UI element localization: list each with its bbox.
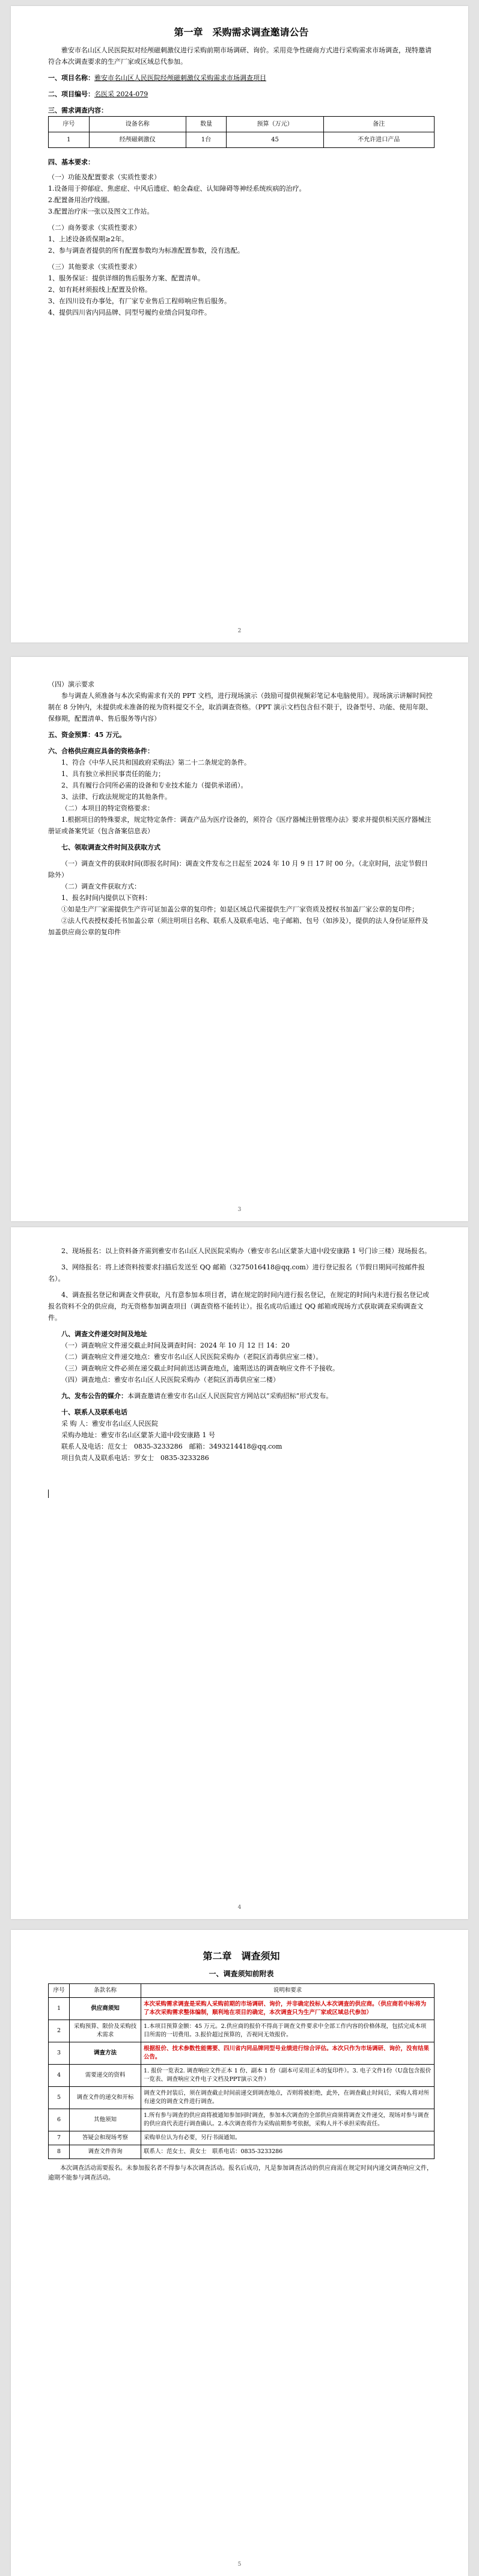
budget-line: 五、资金预算：45 万元。 (48, 731, 126, 739)
table-header: 序号 (49, 117, 90, 132)
qual-item: 2、具有履行合同所必需的设备和专业技术能力（提供承诺函）。 (61, 781, 248, 789)
page-number: 5 (237, 2562, 242, 2568)
table-cell: 1 (49, 132, 90, 148)
table-row (49, 2087, 435, 2109)
table-cell: 1台 (186, 132, 227, 148)
row-name: 其他须知 (70, 2109, 141, 2131)
chapter-title: 第二章 调查须知 (203, 1950, 280, 1962)
row-name: 需要递交的资料 (70, 2065, 141, 2087)
time-label: 七、领取调查文件时间及获取方式 (61, 843, 160, 851)
other-item: 1、服务保证：提供详细的售后服务方案、配置清单。 (48, 274, 204, 282)
special-paragraph: 1.根据项目的特殊要求，规定特定条件：调查产品为医疗设备的，须符合《医疗器械注册管理办法》要求并提供相关医疗器械注册证或备案凭证（包含备案信息表） (48, 816, 432, 835)
table-row (49, 2145, 435, 2159)
submit-label: 八、调查文件递交时间及地址 (61, 1330, 147, 1338)
qual-item: 3、法律、行政法规规定的其他条件。 (61, 793, 171, 801)
biz-item: 1、上述设备质保期≥2年。 (48, 235, 129, 243)
qual-label: 六、合格供应商应具备的资格条件： (48, 747, 154, 755)
intro-paragraph: 雅安市名山区人民医院拟对经颅磁刺激仪进行采购前期市场调研、询价。采用竞争性磋商方式进行采购需求市场调查，现特邀请符合本次调查要求的生产厂家或区域总代参加。 (48, 46, 432, 66)
row-name: 调查文件咨询 (70, 2145, 141, 2159)
row-number: 5 (49, 2087, 70, 2109)
method-item: ①如是生产厂家需提供生产许可证加盖公章的复印件；如是区域总代需提供生产厂家资质及授权书加盖厂家公章的复印件； (61, 905, 418, 913)
table-header: 说明和要求 (141, 1984, 435, 1998)
list-label: 三、需求调查内容： (48, 106, 108, 114)
row-name: 调查文件的递交和开标 (70, 2087, 141, 2109)
row-text: 本次采购需求调查是采购人采购前期的市场调研、询价，并非确定投标人本次调查的供应商。（供应商若中标将为了本次采购需求整体编制，顺利地在项目的确定，本次调查只为生产厂家或区域总代参加） (141, 1998, 435, 2020)
contact-item: 项目负责人及联系电话：罗女士 0835-3233286 (61, 1454, 209, 1462)
basic-label: 四、基本要求： (48, 158, 94, 166)
func-item: 3.配置治疗床一张以及图文工作站。 (48, 208, 154, 215)
method-item: 1、报名时间内提供以下资料： (61, 894, 151, 902)
row-text: 调查文件封装后，须在调查截止时间前递交到调查地点，否则将被拒绝，此外，在调查截止时间后，采购人将对所有递交的调查文件进行调查。 (141, 2087, 435, 2109)
notice-table (48, 1983, 435, 2159)
submit-item: （一）调查响应文件递交截止时间及调查时间：2024 年 10 月 12 日 14：20 (61, 1342, 290, 1349)
table-cell: 不允许进口产品 (323, 132, 434, 148)
table-header: 设备名称 (89, 117, 186, 132)
table-header: 备注 (323, 117, 434, 132)
table-row (49, 2020, 435, 2042)
row-name: 供应商须知 (70, 1998, 141, 2020)
qual-item: 1、具有独立承担民事责任的能力； (61, 770, 165, 778)
row-number: 2 (49, 2020, 70, 2042)
time-paragraph: （一）调查文件的获取时间(即报名时间)：调查文件发布之日起至 2024 年 10 月 9 日 17 时 00 分。（北京时间，法定节假日除外） (48, 860, 429, 879)
other-item: 3、在四川设有办事处，有厂家专业售后工程师响应售后服务。 (48, 297, 231, 305)
document-page-3 (11, 1227, 468, 1919)
row-text: 联系人：范女士、黄女士 联系电话：0835-3233286 (141, 2145, 435, 2159)
register-item: 4、调查报名登记和调查文件获取，凡有意参加本项目者，请在规定的时间内进行报名登记，在规定的时间内未进行报名登记或报名资料不全的供应商，均无资格参加调查项目（调查资格不能转让）。报名成功后通过 QQ 邮箱或现场方式获取调查采购调查文件。 (48, 1291, 429, 1322)
demo-paragraph: 参与调查人须准备与本次采购需求有关的 PPT 文档，进行现场演示（鼓励可提供视频彩笔记本电脑使用）。现场演示讲解时间控制在 8 分钟内，未提供或未准备的视为资料提交不全，取消调查资格。（PPT 演示文档包含但不限于，设备型号、功能、使用年限、保修期，配置清单、售后服务等内容） (48, 692, 433, 723)
row-number: 8 (49, 2145, 70, 2159)
register-item: 2、现场报名：以上资料备齐需到雅安市名山区人民医院采购办（雅安市名山区蒙茶大道中段安康路 1 号门诊三楼）现场报名。 (61, 1247, 431, 1255)
table-header-row (49, 117, 435, 132)
demand-table (48, 116, 435, 148)
row-name: 采购预算、限价及采购技术需求 (70, 2020, 141, 2042)
table-header-row (49, 1984, 435, 1998)
table-header: 预算（万元） (227, 117, 323, 132)
table-row (49, 132, 435, 148)
document-page-2 (11, 657, 468, 1221)
page-number: 2 (237, 628, 242, 634)
page-number: 3 (237, 1207, 242, 1213)
other-label: （三）其他要求（实质性要求） (48, 263, 141, 271)
special-label: （二）本项目的特定资格要求： (61, 804, 154, 812)
table-cell: 经颅磁刺激仪 (89, 132, 186, 148)
footer-note: 本次调查活动需要报名。未参加报名者不得参与本次调查活动。报名后成功，凡是参加调查活动的供应商需在规定时间内递交调查响应文件，逾期不能参与调查活动。 (48, 2165, 433, 2181)
row-number: 4 (49, 2065, 70, 2087)
row-number: 6 (49, 2109, 70, 2131)
row-text: 根据报价、技术参数性能需要、四川省内同品牌同型号业绩进行综合评估。本次只作为市场调研、询价，没有结果公告。 (141, 2042, 435, 2065)
row-name: 答疑会和现场考察 (70, 2131, 141, 2145)
table-subtitle: 一、调查须知前附表 (209, 1970, 274, 1978)
row-text: 1.所有参与调查的供应商将被通知参加同时调查，参加本次调查的全部供应商须将调查文件递交，现场对参与调查的供应商代表进行调查确认。2.本次调查将作为采购前期参考依据，采购人并不承担采购责任。 (141, 2109, 435, 2131)
table-row (49, 2131, 435, 2145)
submit-item: （四）调查地点：雅安市名山区人民医院采购办（老院区消毒供应室二楼） (61, 1376, 279, 1384)
project-name-line: 一、项目名称：雅安市名山区人民医院经颅磁刺激仪采购需求市场调查项目 (48, 74, 266, 82)
table-row (49, 2042, 435, 2065)
method-label: （二）调查文件获取方式： (61, 883, 141, 890)
submit-item: （二）调查响应文件递交地点：雅安市名山区人民医院采购办（老院区消毒供应室二楼）。 (61, 1353, 323, 1361)
submit-item: （三）调查响应文件必须在递交截止时间前送达调查地点，逾期送达的调查响应文件不予接收。 (61, 1364, 339, 1372)
func-item: 2.配置备用治疗线圈。 (48, 196, 114, 204)
contact-item: 采 购 人：雅安市名山区人民医院 (61, 1420, 158, 1428)
other-item: 2、如有耗材须报线上配置及价格。 (48, 286, 151, 294)
row-number: 3 (49, 2042, 70, 2065)
row-number: 7 (49, 2131, 70, 2145)
publish-line: 九、发布公告的媒介：本调查邀请在雅安市名山区人民医院官方网站以“采购招标”形式发布。 (61, 1392, 333, 1400)
document-page-4 (11, 1930, 468, 2576)
row-text: 1.本项目预算金额：45 万元。2.供应商的报价不得高于调查文件要求中全部工作内容的价格体现，包括完成本项目所需的一切费用。3.报价超过预算的，否视同无效报价。 (141, 2020, 435, 2042)
project-no-line: 二、项目编号：名医采 2024-079 (48, 90, 148, 98)
row-text: 采购单位认为有必要，另行书面通知。 (141, 2131, 435, 2145)
biz-label: （二）商务要求（实质性要求） (48, 224, 141, 232)
table-row (49, 2065, 435, 2087)
func-item: 1.设备用于抑郁症、焦虑症、中风后遗症、帕金森症、认知障碍等神经系统疾病的治疗。 (48, 185, 306, 193)
row-text: 1. 报价一览表2. 调查响应文件正本 1 份、副本 1 份（副本可采用正本的复印件）。3. 电子文件1份（U盘包含报价一览表、调查响应文件电子文档及PPT演示文件） (141, 2065, 435, 2087)
row-name: 调查方法 (70, 2042, 141, 2065)
contact-label: 十、联系人及联系电话 (61, 1408, 127, 1416)
table-row (49, 1998, 435, 2020)
biz-item: 2、参与调查者提供的所有配置参数均为标准配置参数，没有选配。 (48, 247, 244, 254)
text-cursor (48, 1490, 49, 1498)
qual-item: 1、符合《中华人民共和国政府采购法》第二十二条规定的条件。 (61, 759, 251, 766)
func-label: （一）功能及配置要求（实质性要求） (48, 173, 160, 181)
table-header: 数量 (186, 117, 227, 132)
table-row (49, 2109, 435, 2131)
register-item: 3、网络报名：将上述资料按要求扫描后发送至 QQ 邮箱（3275016418@qq.com）进行登记报名（节假日期间可按邮件报名）。 (48, 1263, 425, 1283)
page-title: 第一章 采购需求调查邀请公告 (174, 26, 309, 38)
page-number: 4 (237, 1905, 242, 1911)
contact-item: 采购办地址：雅安市名山区蒙茶大道中段安康路 1 号 (61, 1431, 215, 1439)
document-page-1 (11, 6, 468, 642)
table-header: 条款名称 (70, 1984, 141, 1998)
method-item: ②法人代表授权委托书加盖公章（须注明项目名称、联系人及联系电话、电子邮箱、包号（如涉及），提供的法人身份证原件及加盖供应商公章的复印件 (48, 917, 429, 936)
table-cell: 45 (227, 132, 323, 148)
contact-item: 联系人及电话：范女士 0835-3233286 邮箱：3493214418@qq.com (61, 1443, 282, 1450)
row-number: 1 (49, 1998, 70, 2020)
other-item: 4、提供四川省内同品牌、同型号履约业绩合同复印件。 (48, 309, 211, 316)
table-header: 序号 (49, 1984, 70, 1998)
demo-label: （四）演示要求 (48, 680, 94, 688)
